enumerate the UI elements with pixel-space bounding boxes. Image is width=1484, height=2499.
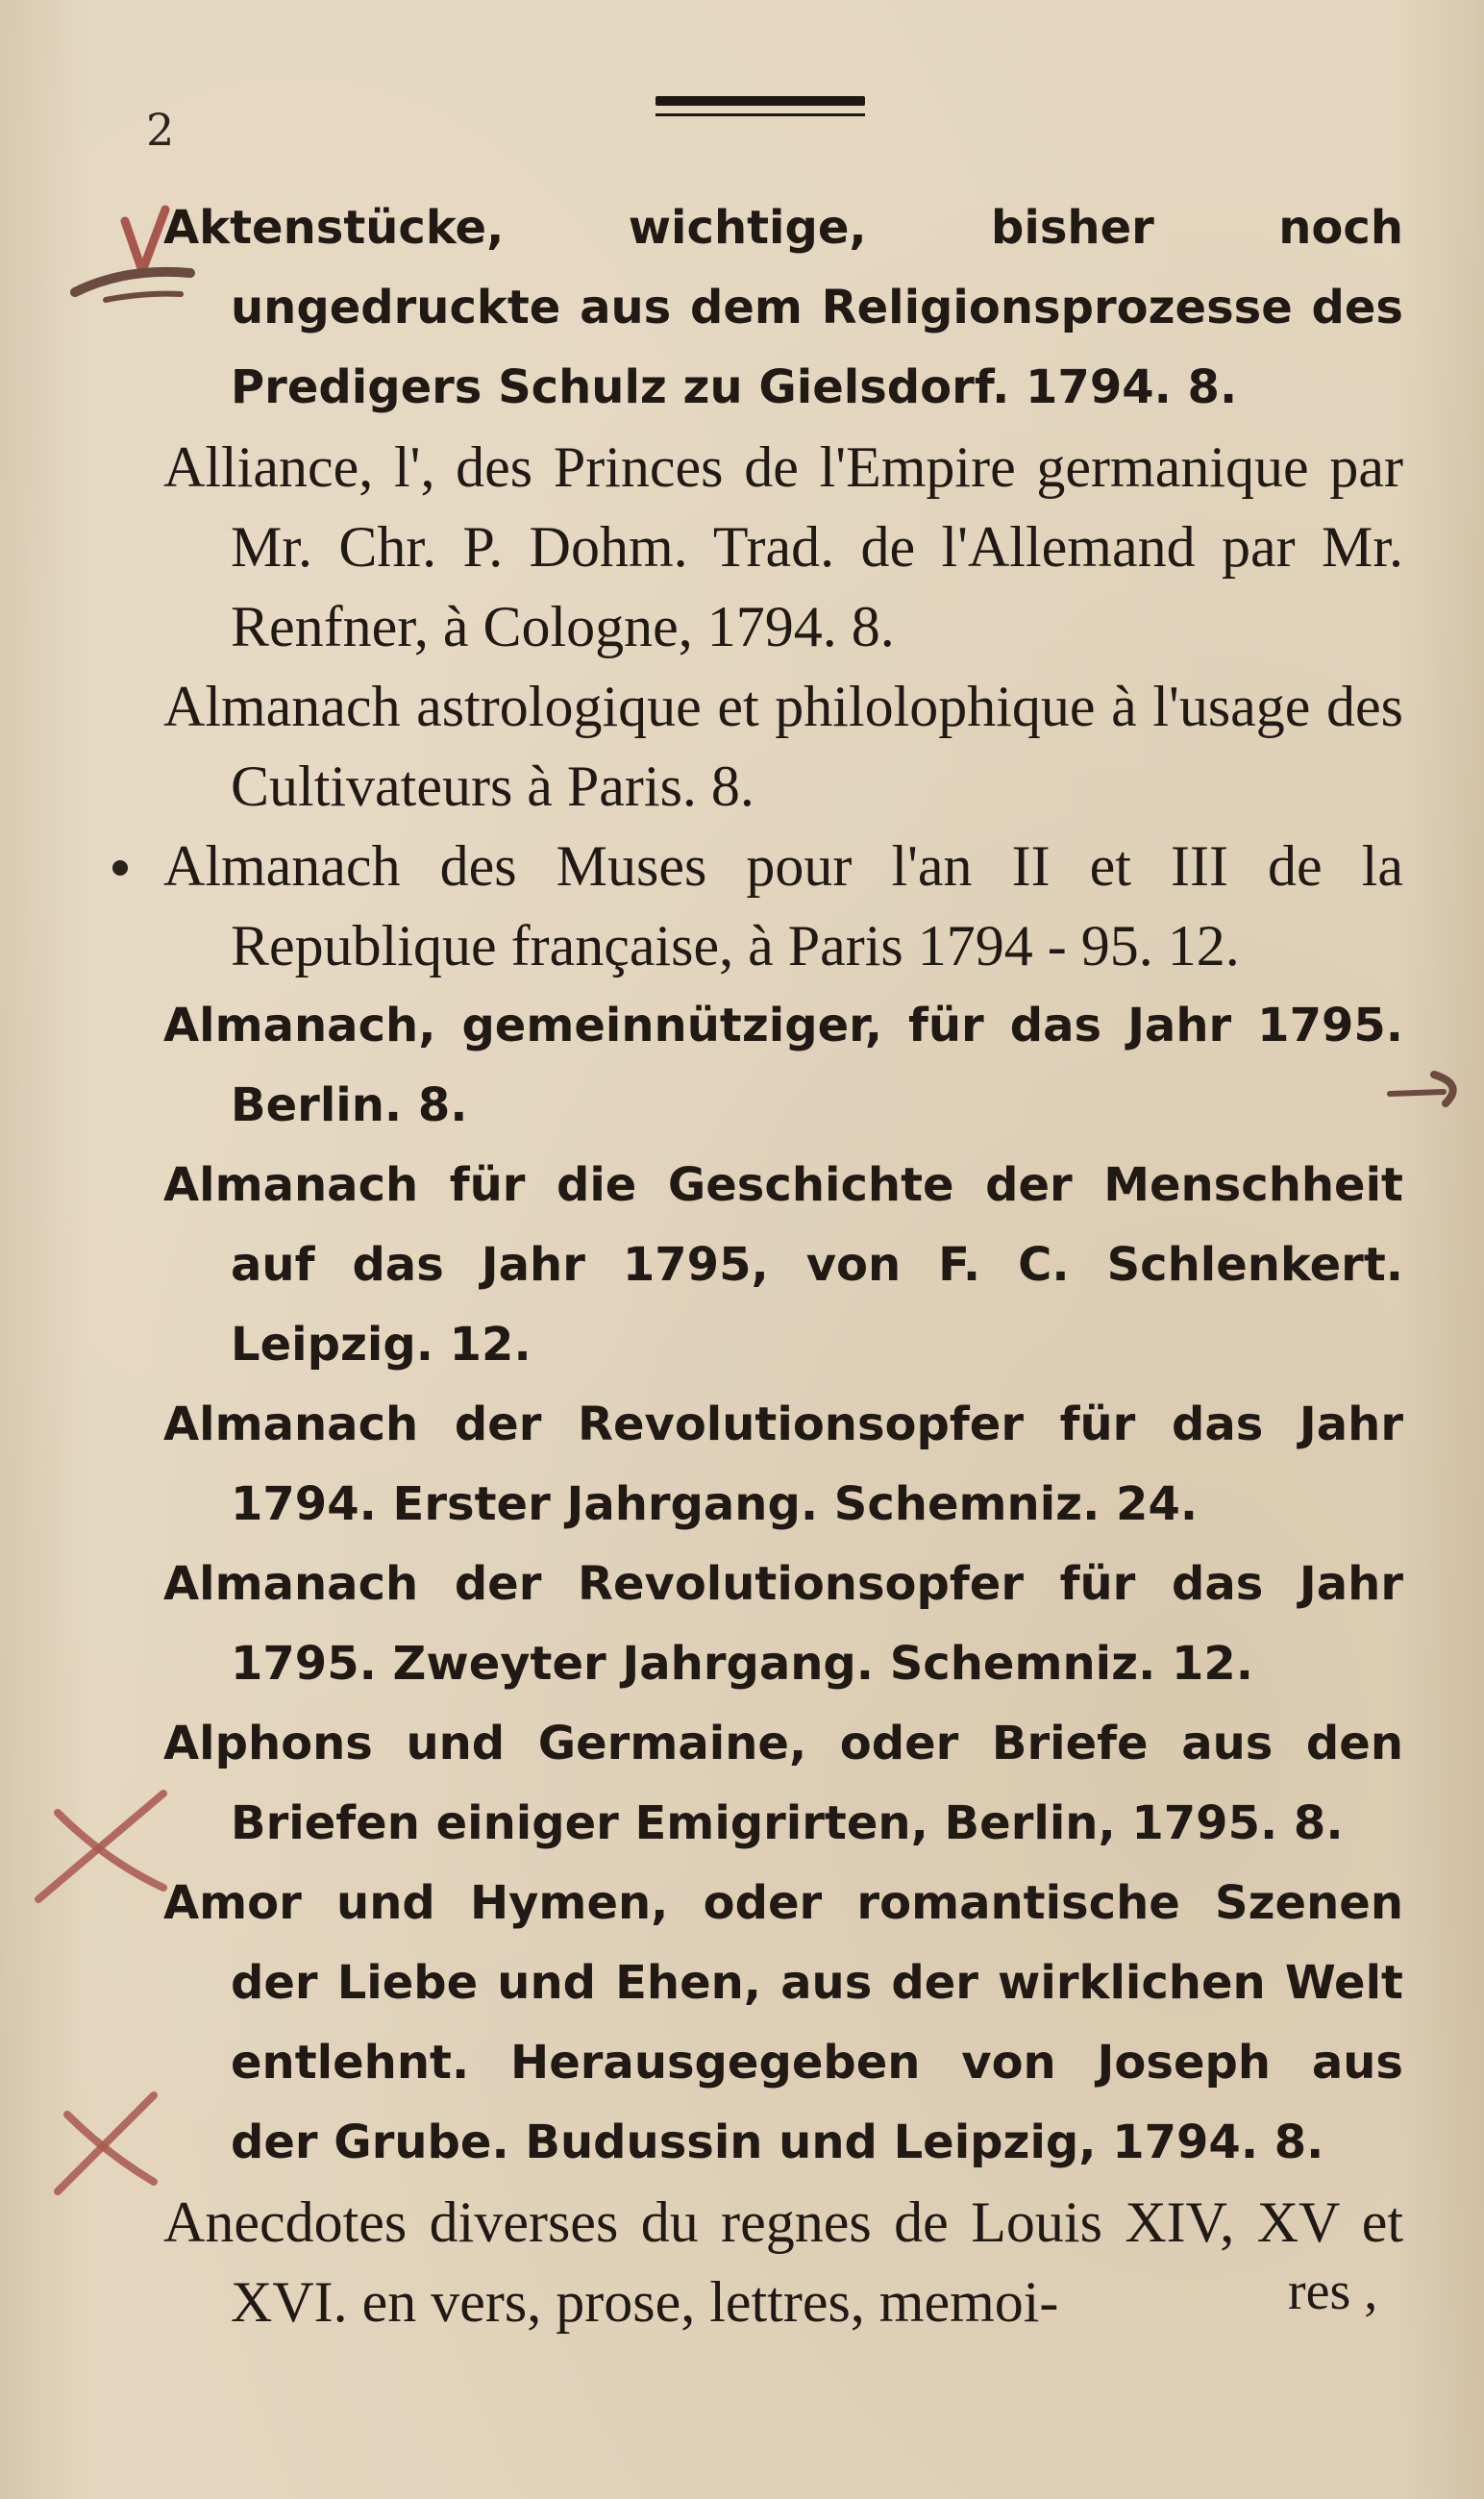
header-rule: [655, 96, 865, 123]
dot-mark: [106, 854, 135, 882]
catalog-entry: Alliance, l', des Princes de l'Empire germanique par Mr. Chr. P. Dohm. Trad. de l'Allemand par Mr. Renfner, à Cologne, 1794. 8.: [163, 435, 1403, 658]
page-number: 2: [146, 104, 175, 156]
dash-mark: [67, 260, 202, 317]
catalog-entry: Almanach astrologique et philolophique à l'usage des Cultivateurs à Paris. 8.: [163, 675, 1403, 818]
cross-mark: [19, 1774, 183, 1918]
arrow-mark: [1386, 1055, 1472, 1123]
cross-mark: [38, 2076, 173, 2211]
catalog-entry: Almanach des Muses pour l'an II et III de la Republique française, à Paris 1794 - 95. 12.: [163, 834, 1403, 977]
catalog-entry: Alphons und Germaine, oder Briefe aus den Briefen einiger Emigrirten, Berlin, 1795. 8.: [163, 1717, 1403, 1850]
catalog-entry-list: [163, 188, 1403, 2342]
catalog-entry: Almanach für die Geschichte der Menschheit auf das Jahr 1795, von F. C. Schlenkert. Leipzig. 12.: [163, 1158, 1403, 1372]
catalog-entry: Amor und Hymen, oder romantische Szenen der Liebe und Ehen, aus der wirklichen Welt entlehnt. Herausgegeben von Joseph aus der Grube. Budussin und Leipzig, 1794. 8.: [163, 1876, 1403, 2169]
catalog-entry: Almanach, gemeinnütziger, für das Jahr 1795. Berlin. 8.: [163, 999, 1403, 1132]
catalog-entry: Anecdotes diverses du regnes de Louis XIV, XV et XVI. en vers, prose, lettres, memoi-: [163, 2190, 1403, 2334]
catalog-entry: Almanach der Revolutionsopfer für das Jahr 1794. Erster Jahrgang. Schemniz. 24.: [163, 1398, 1403, 1531]
catalog-entry: Aktenstücke, wichtige, bisher noch ungedruckte aus dem Religionsprozesse des Predigers Schulz zu Gielsdorf. 1794. 8.: [163, 201, 1403, 414]
catalog-entry: Almanach der Revolutionsopfer für das Jahr 1795. Zweyter Jahrgang. Schemniz. 12.: [163, 1557, 1403, 1691]
catchword: res ,: [1288, 2262, 1378, 2321]
